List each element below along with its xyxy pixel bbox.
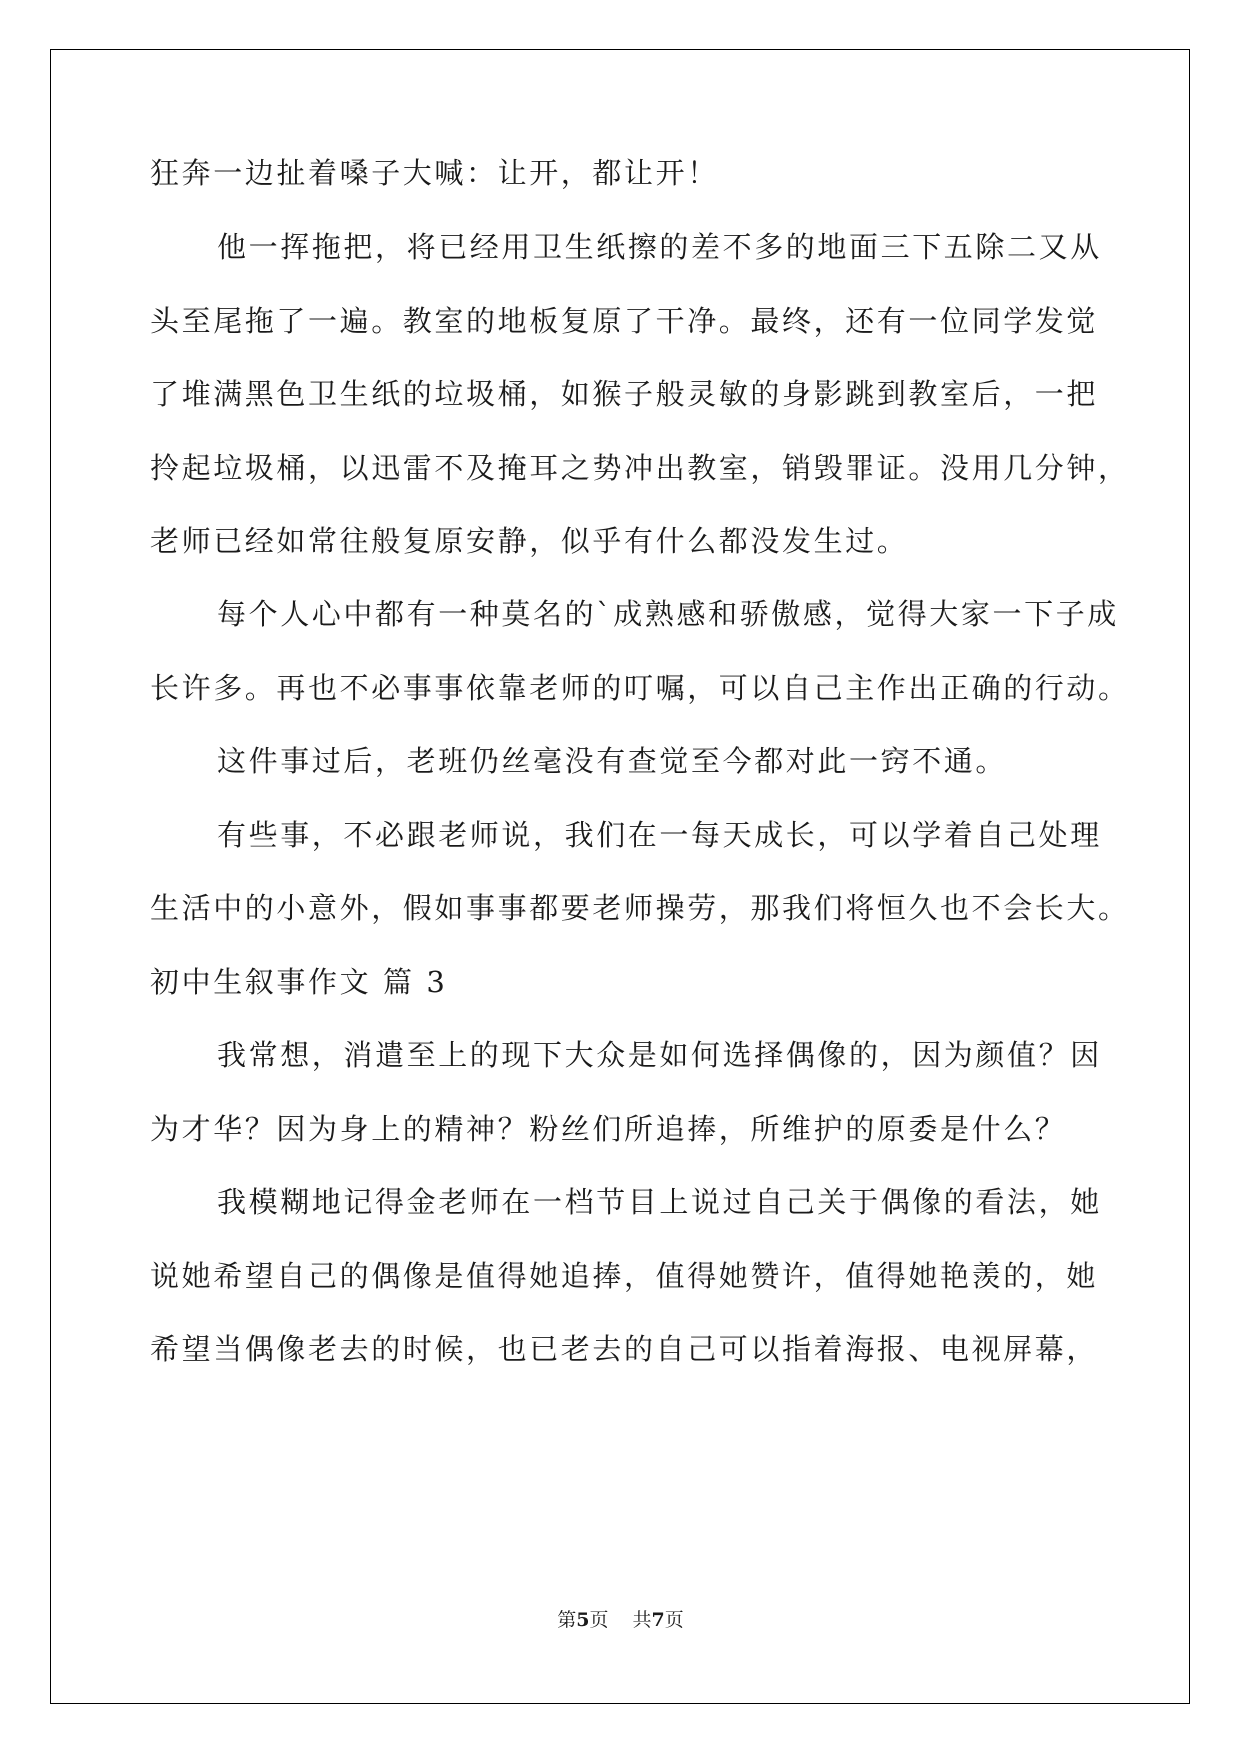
total-prefix: 共 bbox=[632, 1609, 652, 1631]
page-total-number: 7 bbox=[651, 1609, 665, 1631]
total-suffix: 页 bbox=[664, 1609, 684, 1631]
page-border bbox=[50, 49, 1190, 1704]
text-line: 了堆满黑色卫生纸的垃圾桶，如猴子般灵敏的身影跳到教室后，一把 bbox=[150, 377, 1099, 411]
text-line: 这件事过后，老班仍丝毫没有查觉至今都对此一窍不通。 bbox=[217, 744, 1008, 778]
text-line: 头至尾拖了一遍。教室的地板复原了干净。最终，还有一位同学发觉 bbox=[150, 304, 1099, 338]
text-line: 我常想，消遣至上的现下大众是如何选择偶像的，因为颜值？因 bbox=[217, 1038, 1102, 1072]
text-line: 他一挥拖把，将已经用卫生纸擦的差不多的地面三下五除二又从 bbox=[217, 230, 1102, 264]
text-line: 每个人心中都有一种莫名的`成熟感和骄傲感，觉得大家一下子成 bbox=[217, 597, 1119, 631]
text-line: 狂奔一边扯着嗓子大喊：让开，都让开！ bbox=[150, 156, 719, 190]
section-heading: 初中生叙事作文 篇 3 bbox=[150, 965, 448, 999]
page-suffix: 页 bbox=[589, 1609, 609, 1631]
text-line: 我模糊地记得金老师在一档节目上说过自己关于偶像的看法，她 bbox=[217, 1185, 1102, 1219]
text-line: 希望当偶像老去的时候，也已老去的自己可以指着海报、电视屏幕， bbox=[150, 1332, 1099, 1366]
text-line: 为才华？因为身上的精神？粉丝们所追捧，所维护的原委是什么？ bbox=[150, 1112, 1067, 1146]
text-line: 老师已经如常往般复原安静，似乎有什么都没发生过。 bbox=[150, 524, 909, 558]
page-current-number: 5 bbox=[576, 1609, 590, 1631]
text-line: 生活中的小意外，假如事事都要老师操劳，那我们将恒久也不会长大。 bbox=[150, 891, 1130, 925]
text-line: 说她希望自己的偶像是值得她追捧，值得她赞许，值得她艳羡的，她 bbox=[150, 1259, 1099, 1293]
text-line: 拎起垃圾桶，以迅雷不及掩耳之势冲出教室，销毁罪证。没用几分钟， bbox=[150, 451, 1130, 485]
page-footer bbox=[0, 1608, 1241, 1632]
text-line: 有些事，不必跟老师说，我们在一每天成长，可以学着自己处理 bbox=[217, 818, 1102, 852]
text-line: 长许多。再也不必事事依靠老师的叮嘱，可以自己主作出正确的行动。 bbox=[150, 671, 1130, 705]
page-prefix: 第 bbox=[557, 1609, 577, 1631]
